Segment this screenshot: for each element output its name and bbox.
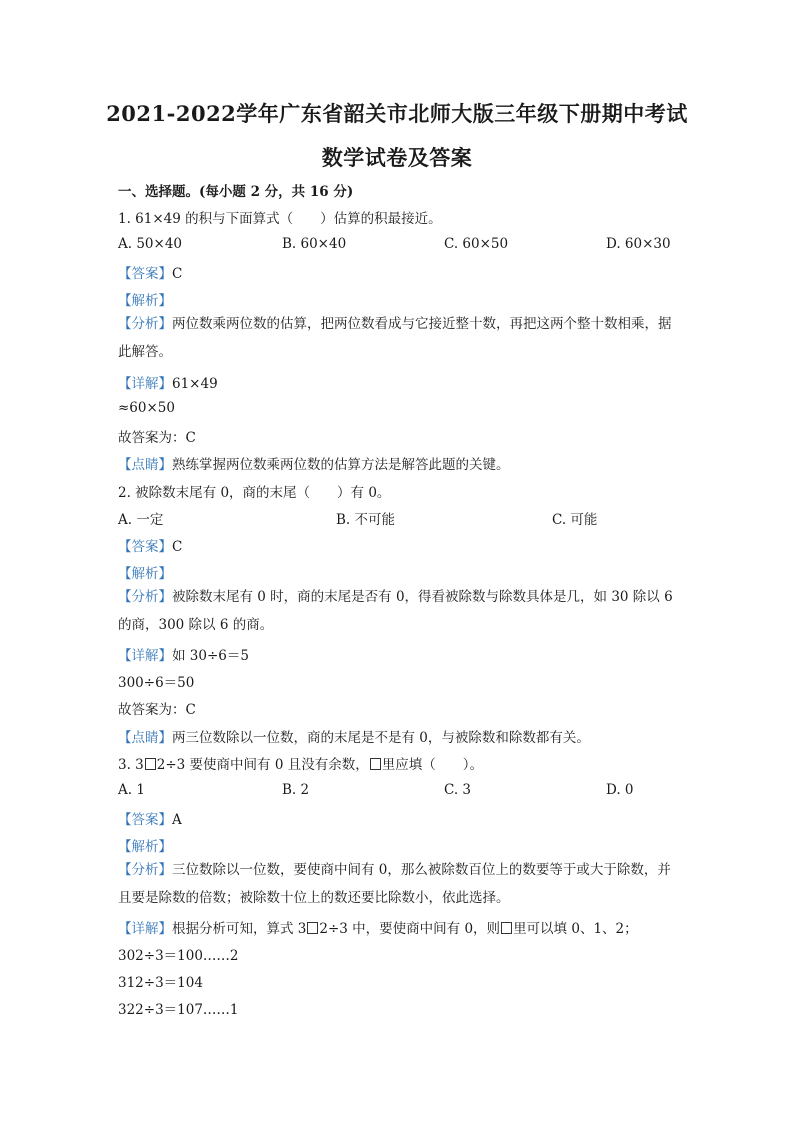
- q1-option-b: B. 60×40: [282, 236, 347, 252]
- q1-option-c: C. 60×50: [444, 236, 509, 252]
- doc-title-line2: 数学试卷及答案: [321, 145, 473, 170]
- q1-xiangjie: 【详解】61×49: [118, 376, 218, 392]
- q1-answer: 【答案】C: [118, 266, 183, 282]
- q1-stem: 1. 61×49 的积与下面算式（ ）估算的积最接近。: [118, 211, 442, 227]
- blank-box-icon: [145, 758, 156, 770]
- q1-fenxi: 【分析】两位数乘两位数的估算，把两位数看成与它接近整十数，再把这两个整十数相乘，据此解答。: [118, 316, 672, 360]
- q1-dianjing: 【点睛】熟练掌握两位数乘两位数的估算方法是解答此题的关键。: [118, 457, 510, 473]
- q2-option-a: A. 一定: [118, 512, 164, 528]
- q3-answer: 【答案】A: [118, 812, 182, 828]
- q1-option-a: A. 50×40: [118, 236, 182, 252]
- q3-jiexi-label: 【解析】: [118, 839, 172, 855]
- q3-stem: 3. 3 2÷3 要使商中间有 0 且没有余数， 里应填（ ）。: [118, 757, 483, 773]
- q1-conclusion: 故答案为：C: [118, 430, 196, 446]
- q2-fenxi: 【分析】被除数末尾有 0 时，商的末尾是否有 0，得看被除数与除数具体是几，如 30 除以 6 的商，300 除以 6 的商。: [118, 589, 673, 633]
- q3-option-a: A. 1: [118, 782, 145, 798]
- q3-option-b: B. 2: [282, 782, 310, 798]
- blank-box-icon: [307, 922, 318, 934]
- q2-option-c: C. 可能: [552, 512, 598, 528]
- q2-step1: 300÷6＝50: [118, 675, 195, 691]
- q2-conclusion: 故答案为：C: [118, 702, 196, 718]
- q2-jiexi-label: 【解析】: [118, 566, 172, 582]
- q3-xiangjie: 【详解】根据分析可知，算式 3 2÷3 中，要使商中间有 0，则 里可以填 0、1、2；: [118, 921, 638, 937]
- blank-box-icon: [370, 758, 381, 770]
- q3-option-c: C. 3: [444, 782, 472, 798]
- q3-option-d: D. 0: [606, 782, 634, 798]
- q2-dianjing: 【点睛】两三位数除以一位数，商的末尾是不是有 0，与被除数和除数都有关。: [118, 730, 590, 746]
- q1-option-d: D. 60×30: [606, 236, 671, 252]
- q2-stem: 2. 被除数末尾有 0，商的末尾（ ）有 0。: [118, 485, 391, 501]
- q3-step1: 302÷3＝100……2: [118, 948, 239, 964]
- q1-jiexi-label: 【解析】: [118, 293, 172, 309]
- q3-step3: 322÷3＝107……1: [118, 1002, 239, 1018]
- q1-step1: ≈60×50: [118, 400, 175, 416]
- q2-xiangjie: 【详解】如 30÷6＝5: [118, 648, 249, 664]
- blank-box-icon: [501, 922, 512, 934]
- q2-option-b: B. 不可能: [336, 512, 396, 528]
- q2-answer: 【答案】C: [118, 539, 183, 555]
- doc-title-line1: 2021-2022学年广东省韶关市北师大版三年级下册期中考试: [106, 101, 688, 126]
- q3-fenxi: 【分析】三位数除以一位数，要使商中间有 0，那么被除数百位上的数要等于或大于除数，并且要是除数的倍数；被除数十位上的数还要比除数小，依此选择。: [118, 862, 671, 906]
- q3-step2: 312÷3＝104: [118, 975, 203, 991]
- section-heading: 一、选择题。(每小题 2 分，共 16 分): [118, 184, 354, 200]
